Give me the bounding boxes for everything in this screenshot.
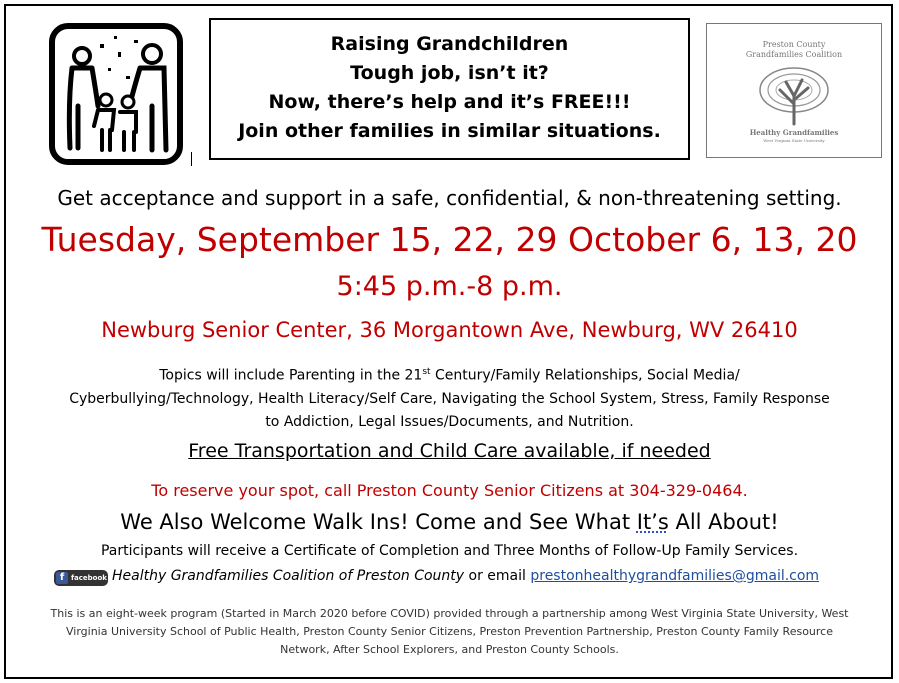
topics-line-2: Cyberbullying/Technology, Health Literacy/Self Care, Navigating the School System, Stress, Family Response	[69, 390, 830, 407]
welcome-underlined: It’s	[636, 510, 669, 534]
welcome-start: We Also Welcome Walk Ins! Come and See What	[120, 510, 637, 534]
coalition-logo	[706, 23, 882, 158]
tagline: Get acceptance and support in a safe, confidential, & non-threatening setting.	[57, 186, 842, 210]
session-dates: Tuesday, September 15, 22, 29 October 6, 13, 20	[41, 220, 858, 259]
tree-logo-icon	[754, 64, 834, 126]
reserve-note: To reserve your spot, call Preston County Senior Citizens at 304-329-0464.	[151, 481, 748, 500]
headline-line-1: Raising Grandchildren	[330, 33, 569, 55]
coalition-logo-title-2: Grandfamilies Coalition	[745, 50, 843, 59]
session-time: 5:45 p.m.-8 p.m.	[336, 271, 563, 302]
contact-line	[54, 568, 819, 584]
coalition-logo-title-1: Preston County	[762, 40, 826, 49]
topics-line-1	[0, 361, 899, 388]
coalition-logo-footer: Healthy Grandfamilies	[749, 128, 839, 137]
topics-line-1-end: Century/Family Relationships, Social Media/	[430, 367, 740, 384]
email-link[interactable]: prestonhealthygrandfamilies@gmail.com	[530, 568, 820, 584]
topics-paragraph	[0, 361, 899, 434]
coalition-logo-sub: West Virginia State University	[763, 138, 825, 143]
facebook-badge-icon[interactable]	[54, 570, 108, 586]
or-email-text: or email	[464, 568, 531, 584]
program-line-2: Virginia University School of Public Health, Preston County Senior Citizens, Preston Prevention Partnership, Preston County Family Resource	[66, 625, 833, 638]
program-description	[20, 605, 879, 659]
headline-line-4: Join other families in similar situations.	[238, 120, 661, 142]
program-line-3: Network, After School Explorers, and Preston County Schools.	[280, 643, 619, 656]
family-silhouette-icon	[48, 22, 184, 166]
coalition-name: Healthy Grandfamilies Coalition of Preston County	[112, 568, 465, 584]
welcome-end: All About!	[668, 510, 779, 534]
topics-line-1-start: Topics will include Parenting in the 21	[159, 367, 423, 384]
venue-address: Newburg Senior Center, 36 Morgantown Ave, Newburg, WV 26410	[101, 318, 798, 342]
headline-line-2: Tough job, isn’t it?	[350, 62, 549, 84]
welcome-note	[0, 510, 899, 534]
facebook-label: facebook	[71, 574, 107, 582]
transport-note: Free Transportation and Child Care available, if needed	[188, 440, 711, 462]
text-cursor-mark	[191, 152, 192, 166]
headline-box	[209, 18, 690, 160]
program-line-1: This is an eight-week program (Started in March 2020 before COVID) provided through a partnership among West Virginia State University, West	[50, 607, 849, 620]
certificate-note: Participants will receive a Certificate of Completion and Three Months of Follow-Up Family Services.	[100, 543, 799, 559]
headline-line-3: Now, there’s help and it’s FREE!!!	[268, 91, 631, 113]
facebook-f-icon: f	[56, 572, 68, 584]
topics-superscript: st	[422, 367, 431, 377]
topics-line-3: to Addiction, Legal Issues/Documents, and Nutrition.	[265, 413, 634, 430]
